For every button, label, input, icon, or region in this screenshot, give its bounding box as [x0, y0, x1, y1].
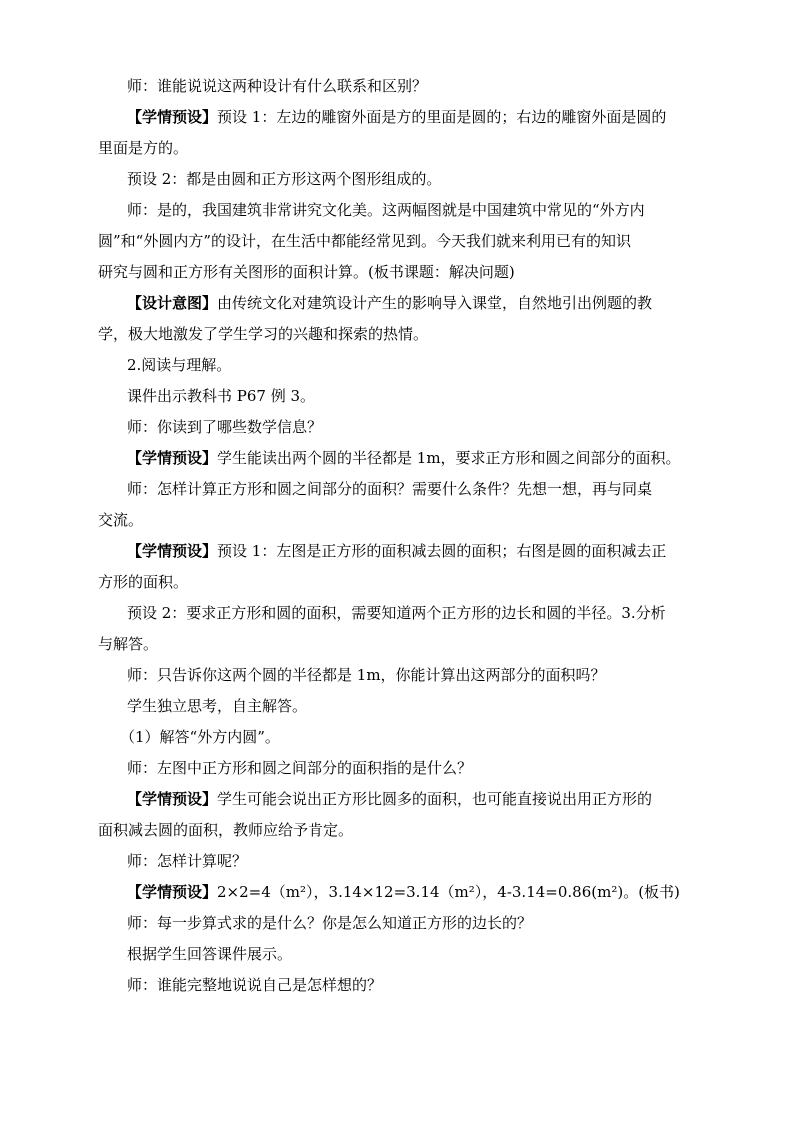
paragraph-line: （1）解答“外方内圆”。 [120, 728, 280, 746]
paragraph-line: 【学情预设】预设 1：左边的雕窗外面是方的里面是圆的；右边的雕窗外面是圆的 [127, 108, 667, 126]
paragraph-line: 与解答。 [98, 635, 159, 653]
paragraph-line: 学，极大地激发了学生学习的兴趣和探索的热情。 [98, 325, 429, 343]
bold-tag: 【学情预设】 [127, 883, 218, 901]
paragraph-line: 交流。 [98, 511, 144, 529]
paragraph-line: 预设 2：要求正方形和圆的面积，需要知道两个正方形的边长和圆的半径。3.分析 [127, 604, 666, 622]
paragraph-line: 师：每一步算式求的是什么？你是怎么知道正方形的边长的？ [127, 914, 533, 932]
paragraph-line: 里面是方的。 [98, 139, 189, 157]
paragraph-line: 师：你读到了哪些数学信息？ [127, 418, 323, 436]
paragraph-line: 研究与圆和正方形有关图形的面积计算。(板书课题：解决问题) [98, 263, 515, 281]
paragraph-line: 【学情预设】预设 1：左图是正方形的面积减去圆的面积；右图是圆的面积减去正 [127, 542, 667, 560]
paragraph-line: 【学情预设】2×2=4（m²），3.14×12=3.14（m²），4-3.14=0.86(m²)。(板书) [127, 883, 680, 901]
paragraph-line: 面积减去圆的面积，教师应给予肯定。 [98, 821, 354, 839]
paragraph-line: 课件出示教科书 P67 例 3。 [127, 387, 316, 405]
paragraph-line: 【设计意图】由传统文化对建筑设计产生的影响导入课堂，自然地引出例题的教 [127, 294, 653, 312]
paragraph-line: 圆”和“外圆内方”的设计，在生活中都能经常见到。今天我们就来利用已有的知识 [98, 232, 632, 250]
paragraph-line: 2.阅读与理解。 [127, 356, 232, 374]
paragraph-line: 师：怎样计算正方形和圆之间部分的面积？需要什么条件？先想一想，再与同桌 [127, 480, 653, 498]
paragraph-line: 师：谁能说说这两种设计有什么联系和区别？ [127, 77, 428, 95]
paragraph-line: 师：左图中正方形和圆之间部分的面积指的是什么？ [127, 759, 473, 777]
bold-tag: 【学情预设】 [127, 449, 218, 467]
bold-tag: 【学情预设】 [127, 542, 218, 560]
paragraph-line: 师：只告诉你这两个圆的半径都是 1m，你能计算出这两部分的面积吗？ [127, 666, 606, 684]
paragraph-line: 师：怎样计算呢？ [127, 852, 248, 870]
bold-tag: 【设计意图】 [127, 294, 218, 312]
paragraph-line: 根据学生回答课件展示。 [127, 945, 293, 963]
paragraph-line: 预设 2：都是由圆和正方形这两个图形组成的。 [127, 170, 442, 188]
paragraph-line: 师：谁能完整地说说自己是怎样想的？ [127, 976, 383, 994]
paragraph-line: 【学情预设】学生可能会说出正方形比圆多的面积，也可能直接说出用正方形的 [127, 790, 653, 808]
paragraph-line: 学生独立思考，自主解答。 [127, 697, 308, 715]
paragraph-line: 师：是的，我国建筑非常讲究文化美。这两幅图就是中国建筑中常见的“外方内 [127, 201, 645, 219]
bold-tag: 【学情预设】 [127, 108, 218, 126]
paragraph-line: 【学情预设】学生能读出两个圆的半径都是 1m，要求正方形和圆之间部分的面积。 [127, 449, 681, 467]
bold-tag: 【学情预设】 [127, 790, 218, 808]
paragraph-line: 方形的面积。 [98, 573, 189, 591]
